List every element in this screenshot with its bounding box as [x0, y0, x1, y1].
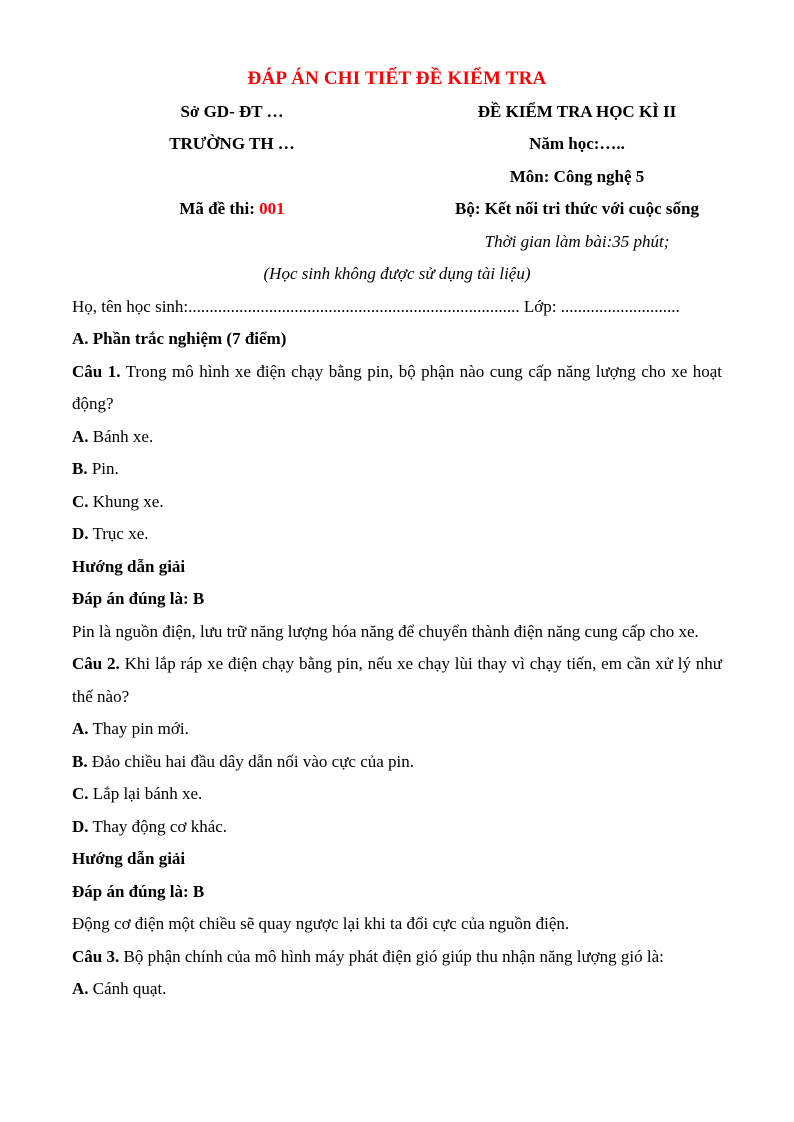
answer-option-a	[72, 973, 722, 1006]
answer-option-b	[72, 453, 722, 486]
option-letter: C.	[72, 491, 89, 511]
option-text: Đảo chiều hai đầu dây dẫn nối vào cực của pin.	[87, 751, 415, 771]
question-number: Câu 2.	[72, 654, 120, 673]
answer-option-c	[72, 778, 722, 811]
header-row-4	[72, 193, 722, 226]
header-book-series: Bộ: Kết nối tri thức với cuộc sống	[455, 199, 699, 218]
header-department: Sở GD- ĐT …	[180, 101, 284, 121]
explanation: Động cơ điện một chiều sẽ quay ngược lại khi ta đổi cực của nguồn điện.	[72, 914, 570, 933]
exam-code-label: Mã đề thi:	[179, 199, 260, 218]
page-title: ĐÁP ÁN CHI TIẾT ĐỀ KIỂM TRA	[247, 68, 547, 89]
header-left-spacer-2	[72, 226, 392, 259]
option-letter: D.	[72, 816, 89, 836]
question-block-3	[72, 941, 722, 1006]
header-exam-title: ĐỀ KIỂM TRA HỌC KÌ II	[477, 101, 677, 121]
header-row-1	[72, 96, 722, 129]
question-number: Câu 3.	[72, 946, 120, 966]
header-row-3	[72, 161, 722, 194]
exam-note: (Học sinh không được sử dụng tài liệu)	[263, 264, 531, 283]
header-subject: Môn: Công nghệ 5	[509, 166, 645, 186]
exam-code-value: 001	[259, 199, 285, 218]
question-block-1	[72, 356, 722, 649]
header-school-year: Năm học:…..	[529, 134, 625, 153]
option-text: Khung xe.	[88, 491, 164, 511]
correct-answer: Đáp án đúng là: B	[72, 589, 205, 608]
question-body: Khi lắp ráp xe điện chạy bằng pin, nếu xe chạy lùi thay vì chạy tiến, em cần xử lý như thế nào?	[72, 654, 722, 706]
answer-option-d	[72, 811, 722, 844]
answer-option-d	[72, 518, 722, 551]
guide-heading: Hướng dẫn giải	[72, 849, 186, 868]
option-text: Trục xe.	[88, 524, 149, 543]
section-title: A. Phần trắc nghiệm (7 điểm)	[72, 329, 287, 348]
answer-option-c	[72, 486, 722, 519]
option-letter: A.	[72, 719, 89, 738]
question-text	[72, 941, 722, 974]
option-letter: B.	[72, 459, 88, 478]
question-text	[72, 356, 722, 421]
option-text: Thay pin mới.	[88, 719, 189, 738]
question-body: Bộ phận chính của mô hình máy phát điện gió giúp thu nhận năng lượng gió là:	[119, 946, 664, 966]
option-text: Thay động cơ khác.	[88, 816, 228, 836]
option-letter: A.	[72, 426, 89, 446]
option-text: Lắp lại bánh xe.	[88, 784, 203, 803]
guide-heading: Hướng dẫn giải	[72, 556, 186, 576]
correct-answer: Đáp án đúng là: B	[72, 881, 205, 901]
question-block-2	[72, 648, 722, 941]
answer-option-a	[72, 713, 722, 746]
exam-header	[72, 96, 722, 259]
option-letter: C.	[72, 784, 89, 803]
answer-option-a	[72, 421, 722, 454]
exam-code-line	[72, 193, 392, 226]
header-left-spacer	[72, 161, 392, 194]
option-letter: B.	[72, 751, 88, 771]
option-letter: A.	[72, 979, 89, 998]
header-row-2	[72, 128, 722, 161]
answer-option-b	[72, 746, 722, 779]
option-letter: D.	[72, 524, 89, 543]
header-row-5	[72, 226, 722, 259]
question-text	[72, 648, 722, 713]
question-body: Trong mô hình xe điện chạy bằng pin, bộ phận nào cung cấp năng lượng cho xe hoạt động?	[72, 361, 722, 413]
option-text: Bánh xe.	[88, 426, 154, 446]
option-text: Cánh quạt.	[88, 979, 167, 998]
header-school: TRƯỜNG TH …	[169, 134, 295, 153]
question-number: Câu 1.	[72, 361, 121, 381]
exam-duration: Thời gian làm bài:35 phút;	[484, 231, 670, 251]
explanation: Pin là nguồn điện, lưu trữ năng lượng hóa năng để chuyển thành điện năng cung cấp cho xe.	[72, 621, 699, 641]
option-text: Pin.	[87, 459, 119, 478]
student-info-line: Họ, tên học sinh:.............................................................................. Lớp: ............................	[72, 296, 680, 316]
